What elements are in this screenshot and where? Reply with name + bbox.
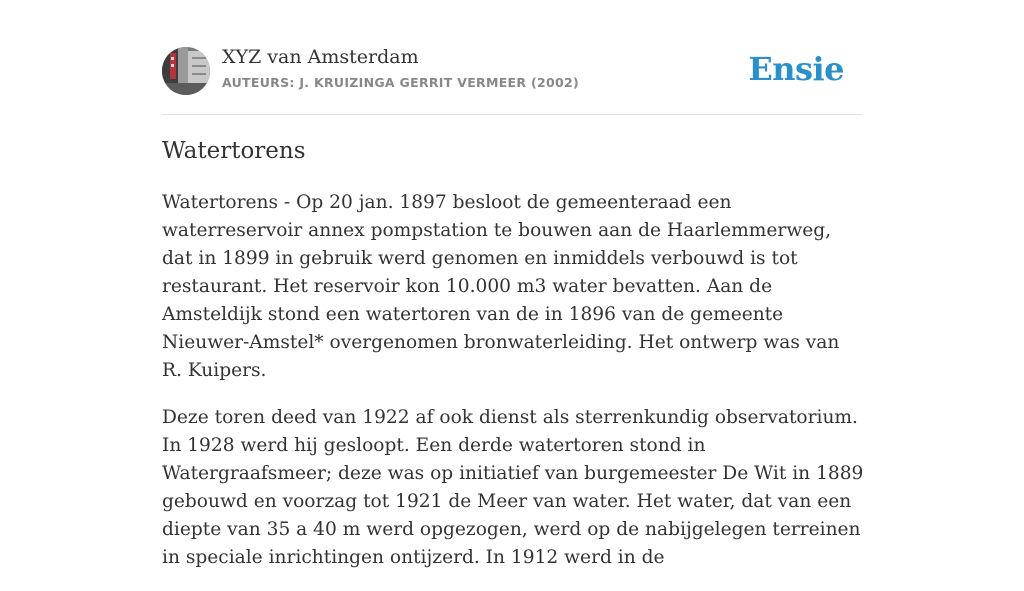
header <box>162 44 862 115</box>
article-paragraph: Watertorens - Op 20 jan. 1897 besloot de gemeenteraad een waterreservoir annex pompstation te bouwen aan de Haarlemmerweg, dat in 1899 in gebruik werd genomen en inmiddels verbouwd is tot restaurant. Het reservoir kon 10.000 m3 water bevatten. Aan de Amsteldijk stond een watertoren van de in 1896 van de gemeente Nieuwer-Amstel* overgenomen bronwaterleiding. Het ontwerp was van R. Kuipers. <box>162 192 840 381</box>
book-cover-photo-icon[interactable] <box>162 47 210 95</box>
ensie-logo[interactable]: Ensie <box>748 50 844 88</box>
article-title: Watertorens <box>162 138 306 164</box>
article-paragraph: Deze toren deed van 1922 af ook dienst als sterrenkundig observatorium. In 1928 werd hij gesloopt. Een derde watertoren stond in Watergraafsmeer; deze was op initiatief van burgemeester De Wit in 1889 gebouwd en voorzag tot 1921 de Meer van water. Het water, dat van een diepte van 35 a 40 m werd opgezogen, werd op de nabijgelegen terreinen in speciale inrichtingen ontijzerd. In 1912 werd in de <box>162 407 864 568</box>
article-body <box>162 189 864 591</box>
book-authors: AUTEURS: J. KRUIZINGA GERRIT VERMEER (2002) <box>222 75 579 90</box>
book-title[interactable]: XYZ van Amsterdam <box>222 46 419 68</box>
